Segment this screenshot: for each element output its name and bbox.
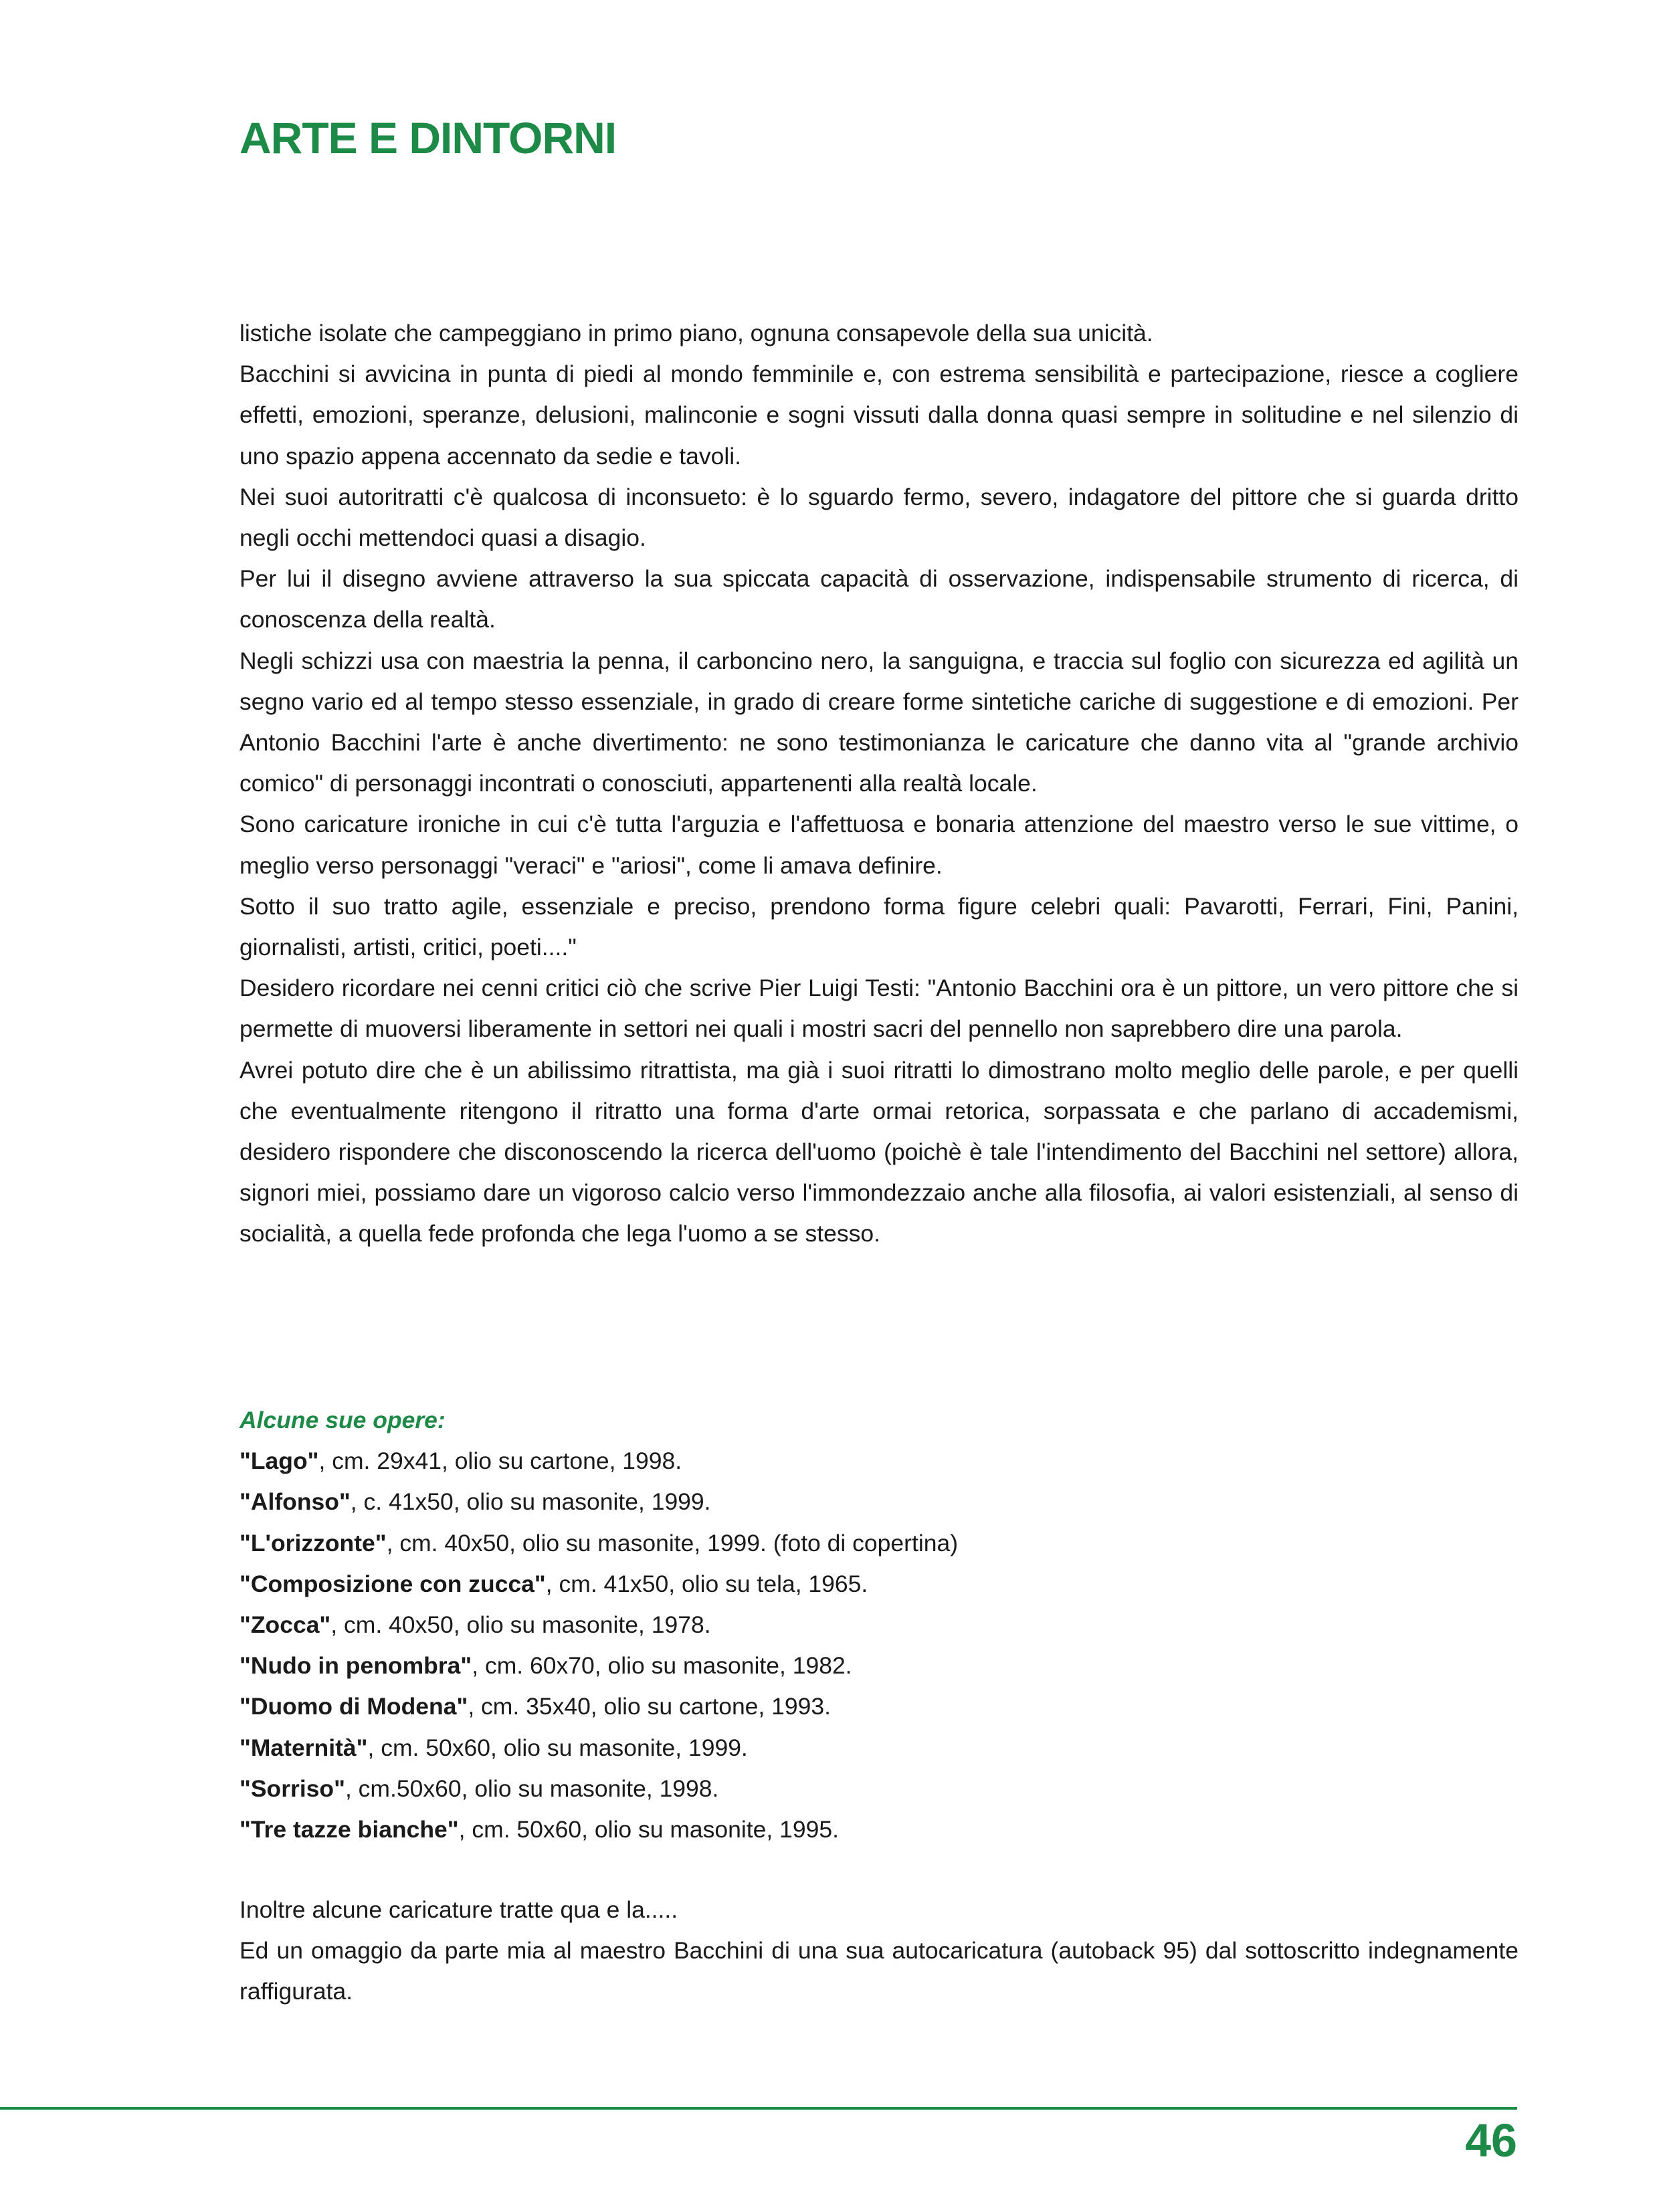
body-paragraph: Sono caricature ironiche in cui c'è tutta l'arguzia e l'affettuosa e bonaria attenzione del maestro verso le sue vittime, o meglio verso personaggi "veraci" e "ariosi", come li amava definire. [239, 811, 1519, 879]
work-title: "Lago" [239, 1447, 319, 1475]
work-details: , cm. 41x50, olio su tela, 1965. [545, 1570, 868, 1597]
works-heading: Alcune sue opere: [239, 1407, 446, 1433]
work-title: "Duomo di Modena" [239, 1693, 468, 1720]
body-paragraph: Bacchini si avvicina in punta di piedi al mondo femminile e, con estrema sensibilità e partecipazione, riesce a cogliere effetti, emozioni, speranze, delusioni, malinconie e sogni vissuti dalla donna quasi sempre in solitudine e nel silenzio di uno spazio appena accennato da sedie e tavoli. [239, 361, 1519, 470]
work-details: , cm.50x60, olio su masonite, 1998. [345, 1775, 719, 1802]
works-list-item [239, 1564, 1519, 1605]
page-number: 46 [1465, 2114, 1517, 2167]
closing-text [239, 1890, 1519, 2013]
works-list-item [239, 1645, 1519, 1686]
body-paragraph: Avrei potuto dire che è un abilissimo ritrattista, ma già i suoi ritratti lo dimostrano molto meglio delle parole, e per quelli che eventualmente ritengono il ritratto una forma d'arte ormai retorica, sorpassata e che parlano di accademismi, desidero rispondere che disconoscendo la ricerca dell'uomo (poichè è tale l'intendimento del Bacchini nel settore) allora, signori miei, possiamo dare un vigoroso calcio verso l'immondezzaio anche alla filosofia, ai valori esistenziali, al senso di socialità, a quella fede profonda che lega l'uomo a se stesso. [239, 1056, 1519, 1247]
works-list-item [239, 1441, 1519, 1482]
work-details: , cm. 60x70, olio su masonite, 1982. [472, 1652, 852, 1680]
body-paragraph: Nei suoi autoritratti c'è qualcosa di inconsueto: è lo sguardo fermo, severo, indagatore del pittore che si guarda dritto negli occhi mettendoci quasi a disagio. [239, 483, 1519, 552]
work-details: , cm. 29x41, olio su cartone, 1998. [318, 1447, 682, 1475]
work-details: , cm. 40x50, olio su masonite, 1978. [330, 1611, 711, 1639]
work-title: "Composizione con zucca" [239, 1570, 546, 1597]
body-paragraph: Negli schizzi usa con maestria la penna, il carboncino nero, la sanguigna, e traccia sul foglio con sicurezza ed agilità un segno vario ed al tempo stesso essenziale, in grado di creare forme sintetiche cariche di suggestione e di emozioni. Per Antonio Bacchini l'arte è anche divertimento: ne sono testimonianza le caricature che danno vita al "grande archivio comico" di personaggi incontrati o conosciuti, appartenenti alla realtà locale. [239, 647, 1519, 797]
work-title: "Maternità" [239, 1734, 368, 1761]
work-title: "Nudo in penombra" [239, 1652, 472, 1680]
works-list-item [239, 1523, 1519, 1564]
works-list-item [239, 1728, 1519, 1769]
work-details: , cm. 50x60, olio su masonite, 1999. [367, 1734, 748, 1761]
body-paragraph: Desidero ricordare nei cenni critici ciò che scrive Pier Luigi Testi: "Antonio Bacchini ora è un pittore, un vero pittore che si permette di muoversi liberamente in settori nei quali i mostri sacri del pennello non saprebbero dire una parola. [239, 975, 1519, 1043]
work-details: , cm. 35x40, olio su cartone, 1993. [468, 1693, 831, 1720]
work-title: "Sorriso" [239, 1775, 345, 1802]
section-title: ARTE E DINTORNI [239, 113, 617, 163]
closing-line: Inoltre alcune caricature tratte qua e la..... [239, 1896, 678, 1923]
work-title: "L'orizzonte" [239, 1529, 387, 1556]
body-paragraph: Per lui il disegno avviene attraverso la sua spiccata capacità di osservazione, indispensabile strumento di ricerca, di conoscenza della realtà. [239, 565, 1519, 633]
works-list-item [239, 1482, 1519, 1522]
works-list-item [239, 1769, 1519, 1809]
work-details: , c. 41x50, olio su masonite, 1999. [350, 1488, 711, 1516]
work-details: , cm. 50x60, olio su masonite, 1995. [458, 1816, 839, 1843]
works-list-item [239, 1605, 1519, 1645]
closing-line: Ed un omaggio da parte mia al maestro Bacchini di una sua autocaricatura (autoback 95) dal sottoscritto indegnamente raffigurata. [239, 1937, 1519, 2005]
body-paragraph: listiche isolate che campeggiano in primo piano, ognuna consapevole della sua unicità. [239, 320, 1153, 346]
works-section [239, 1400, 1519, 1850]
body-text [239, 313, 1519, 1255]
body-paragraph: Sotto il suo tratto agile, essenziale e preciso, prendono forma figure celebri quali: Pavarotti, Ferrari, Fini, Panini, giornalisti, artisti, critici, poeti...." [239, 892, 1519, 961]
works-list-item [239, 1809, 1519, 1850]
work-title: "Zocca" [239, 1611, 331, 1639]
works-list-item [239, 1686, 1519, 1727]
work-title: "Tre tazze bianche" [239, 1816, 459, 1843]
works-list [239, 1441, 1519, 1850]
footer-divider [0, 2107, 1517, 2110]
work-title: "Alfonso" [239, 1488, 351, 1516]
work-details: , cm. 40x50, olio su masonite, 1999. (foto di copertina) [386, 1529, 959, 1556]
